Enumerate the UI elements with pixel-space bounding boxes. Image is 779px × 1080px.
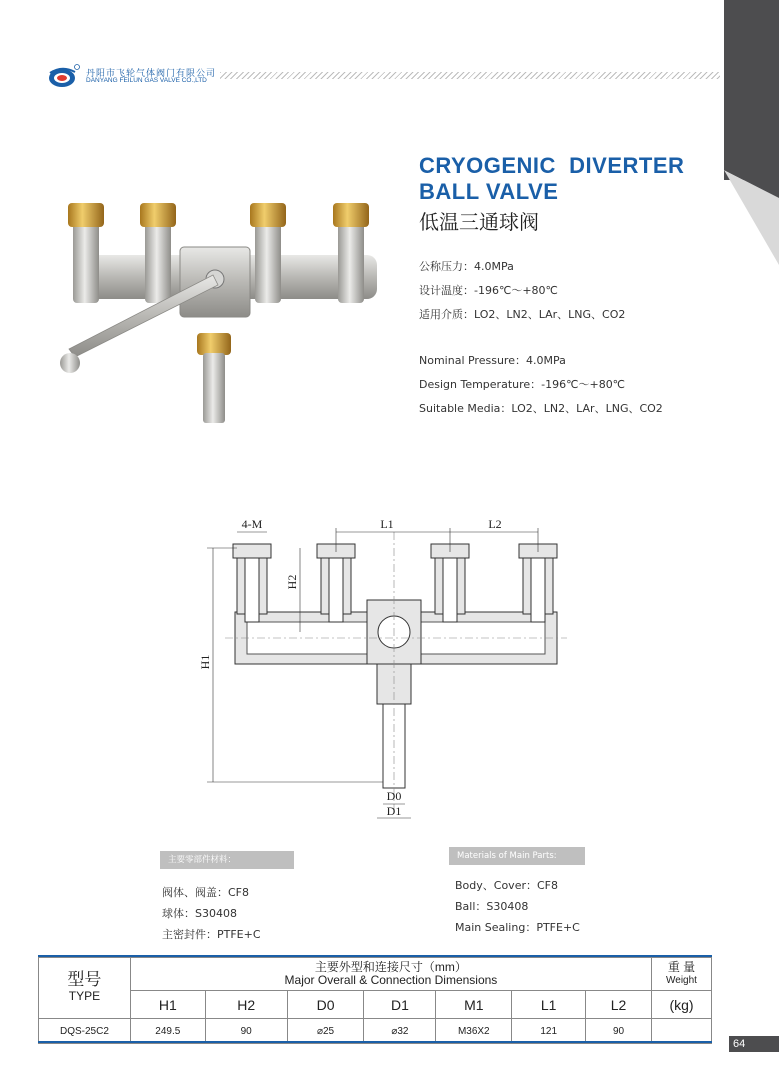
product-photo xyxy=(55,195,390,430)
material-en-seal: Main Sealing：PTFE+C xyxy=(455,921,580,934)
cell-d0: ⌀25 xyxy=(287,1019,364,1044)
col-header-l1: L1 xyxy=(512,991,586,1019)
cell-weight xyxy=(652,1019,712,1044)
weight-header xyxy=(652,958,712,991)
spec-cn-pressure: 公称压力：4.0MPa xyxy=(419,260,514,273)
dimensions-header-en: Major Overall & Connection Dimensions xyxy=(284,973,498,987)
product-title-en xyxy=(419,153,684,205)
edge-band xyxy=(724,0,779,180)
spec-cn-temperature: 设计温度：-196℃～+80℃ xyxy=(419,284,558,297)
col-header-d0: D0 xyxy=(287,991,364,1019)
material-cn-ball: 球体：S30408 xyxy=(162,907,237,920)
title-line-1: CRYOGENIC DIVERTER xyxy=(419,153,685,178)
type-header-cn: 型号 xyxy=(67,970,102,989)
materials-cn-tag: 主要零部件材料： xyxy=(160,851,294,869)
spec-en-media: Suitable Media：LO2、LN2、LAr、LNG、CO2 xyxy=(419,402,663,415)
page-number: 64 xyxy=(729,1036,779,1052)
col-header-h2: H2 xyxy=(205,991,287,1019)
type-header xyxy=(39,958,131,1019)
weight-header-cn: 重 量 xyxy=(667,960,696,974)
cell-d1: ⌀32 xyxy=(364,1019,436,1044)
col-header-weight-unit: (kg) xyxy=(652,991,712,1019)
materials-en-tag: Materials of Main Parts: xyxy=(449,847,585,865)
table-row xyxy=(39,1019,712,1044)
dim-label-h2: H2 xyxy=(285,574,299,590)
col-header-l2: L2 xyxy=(586,991,652,1019)
cell-l1: 121 xyxy=(512,1019,586,1044)
cell-m1: M36X2 xyxy=(436,1019,512,1044)
product-title-cn: 低温三通球阀 xyxy=(419,210,539,234)
material-en-ball: Ball：S30408 xyxy=(455,900,529,913)
company-name-en: DANYANG FEILUN GAS VALVE CO.,LTD xyxy=(86,77,207,84)
material-en-body: Body、Cover：CF8 xyxy=(455,879,558,892)
dim-label-l2: L2 xyxy=(488,517,502,531)
weight-header-en: Weight xyxy=(666,975,697,986)
table-bottom-rule xyxy=(38,1041,712,1043)
material-cn-seal: 主密封件：PTFE+C xyxy=(162,928,261,941)
dimension-drawing xyxy=(195,512,585,827)
header-hatch-rule xyxy=(220,72,720,79)
dimension-table xyxy=(38,957,712,1044)
company-logo xyxy=(47,63,81,89)
dimensions-header xyxy=(130,958,651,991)
dim-label-d1: D1 xyxy=(386,804,402,818)
company-name-cn: 丹阳市飞轮气体阀门有限公司 xyxy=(86,69,217,79)
cell-type: DQS-25C2 xyxy=(39,1019,131,1044)
edge-triangle xyxy=(724,170,779,265)
dim-label-d0: D0 xyxy=(386,789,402,803)
title-line-2: BALL VALVE xyxy=(419,179,559,204)
dimensions-header-cn: 主要外型和连接尺寸（mm） xyxy=(314,960,467,974)
dim-label-l1: L1 xyxy=(380,517,394,531)
dim-label-m: 4-M xyxy=(241,517,263,531)
spec-en-pressure: Nominal Pressure：4.0MPa xyxy=(419,354,566,367)
cell-l2: 90 xyxy=(586,1019,652,1044)
spec-en-temperature: Design Temperature：-196℃～+80℃ xyxy=(419,378,626,391)
material-cn-body: 阀体、阀盖：CF8 xyxy=(162,886,250,899)
dim-label-h1: H1 xyxy=(198,654,212,670)
col-header-d1: D1 xyxy=(364,991,436,1019)
cell-h1: 249.5 xyxy=(130,1019,205,1044)
type-header-en: TYPE xyxy=(68,989,101,1003)
col-header-h1: H1 xyxy=(130,991,205,1019)
spec-cn-media: 适用介质：LO2、LN2、LAr、LNG、CO2 xyxy=(419,308,626,321)
cell-h2: 90 xyxy=(205,1019,287,1044)
col-header-m1: M1 xyxy=(436,991,512,1019)
